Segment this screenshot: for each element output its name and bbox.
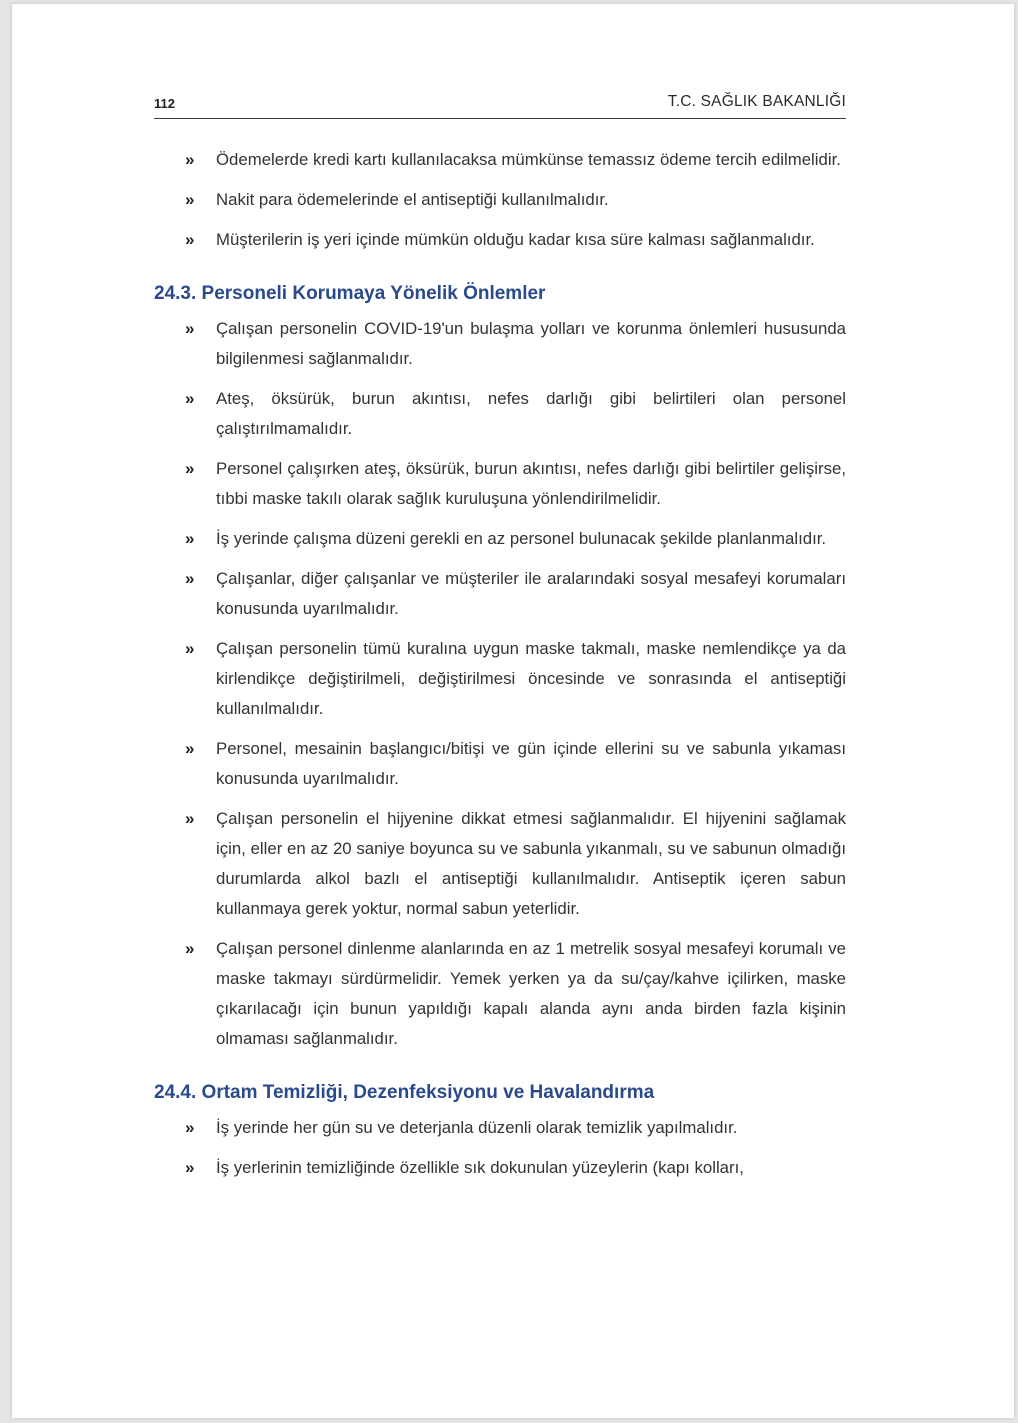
page-header [154,90,846,119]
list-item [154,524,846,554]
list-item-text: Nakit para ödemelerinde el antiseptiği kullanılmalıdır. [216,190,609,209]
list-item [154,145,846,175]
page-number: 112 [154,96,175,111]
list-item [154,804,846,924]
list-item [154,1153,846,1183]
list-item-text: Müşterilerin iş yeri içinde mümkün olduğu kadar kısa süre kalması sağlanmalıdır. [216,230,815,249]
list-item [154,1113,846,1143]
section-24-3-list [154,314,846,1054]
list-item-text: Çalışan personelin COVID-19'un bulaşma yolları ve korunma önlemleri hususunda bilgilenmesi sağlanmalıdır. [216,319,846,368]
list-item-text: Çalışan personel dinlenme alanlarında en az 1 metrelik sosyal mesafeyi korumalı ve maske takmayı sürdürmelidir. Yemek yerken ya da su/çay/kahve içilirken, maske çıkarılacağı için bunun yapıldığı kapalı alanda aynı anda birden fazla kişinin olmaması sağlanmalıdır. [216,939,846,1048]
list-item-text: Personel, mesainin başlangıcı/bitişi ve gün içinde ellerini su ve sabunla yıkaması konusunda uyarılmalıdır. [216,739,846,788]
section-title-24-4: 24.4. Ortam Temizliği, Dezenfeksiyonu ve Havalandırma [154,1082,655,1103]
list-item-text: Çalışan personelin tümü kuralına uygun maske takmalı, maske nemlendikçe ya da kirlendikçe değiştirilmeli, değiştirilmesi öncesinde ve sonrasında el antiseptiği kullanılmalıdır. [216,639,846,718]
bullet-icon: » [185,190,195,209]
list-item-text: Personel çalışırken ateş, öksürük, burun akıntısı, nefes darlığı gibi belirtiler gelişirse, tıbbi maske takılı olarak sağlık kuruluşuna yönlendirilmelidir. [216,459,846,508]
list-item [154,454,846,514]
list-item [154,934,846,1054]
list-item-text: Çalışan personelin el hijyenine dikkat etmesi sağlanmalıdır. El hijyenini sağlamak için, eller en az 20 saniye boyunca su ve sabunla yıkanmalı, su ve sabunun olmadığı durumlarda alkol bazlı el antiseptiği kullanılmalıdır. Antiseptik içeren sabun kullanmaya gerek yoktur, normal sabun yeterlidir. [216,809,846,918]
list-item-text: İş yerlerinin temizliğinde özellikle sık dokunulan yüzeylerin (kapı kolları, [216,1158,744,1177]
list-item [154,734,846,794]
bullet-icon: » [185,569,195,588]
section-24-4-list [154,1113,846,1183]
bullet-icon: » [185,809,195,828]
list-item [154,564,846,624]
bullet-icon: » [185,389,195,408]
list-item-text: İş yerinde her gün su ve deterjanla düzenli olarak temizlik yapılmalıdır. [216,1118,738,1137]
bullet-icon: » [185,739,195,758]
bullet-icon: » [185,230,195,249]
bullet-icon: » [185,939,195,958]
list-item-text: Ateş, öksürük, burun akıntısı, nefes darlığı gibi belirtileri olan personel çalıştırılmamalıdır. [216,389,846,438]
bullet-icon: » [185,529,195,548]
list-item [154,314,846,374]
list-item [154,384,846,444]
page-body [154,145,846,1193]
bullet-icon: » [185,639,195,658]
section-title-24-3: 24.3. Personeli Korumaya Yönelik Önlemler [154,283,546,304]
document-page [12,4,1014,1418]
bullet-icon: » [185,459,195,478]
bullet-icon: » [185,319,195,338]
list-item-text: Ödemelerde kredi kartı kullanılacaksa mümkünse temassız ödeme tercih edilmelidir. [216,150,841,169]
bullet-icon: » [185,150,195,169]
list-item [154,185,846,215]
header-title: T.C. SAĞLIK BAKANLIĞI [667,93,846,110]
intro-list [154,145,846,255]
bullet-icon: » [185,1158,195,1177]
bullet-icon: » [185,1118,195,1137]
list-item [154,634,846,724]
list-item-text: Çalışanlar, diğer çalışanlar ve müşteriler ile aralarındaki sosyal mesafeyi korumaları konusunda uyarılmalıdır. [216,569,846,618]
list-item [154,225,846,255]
list-item-text: İş yerinde çalışma düzeni gerekli en az personel bulunacak şekilde planlanmalıdır. [216,529,827,548]
